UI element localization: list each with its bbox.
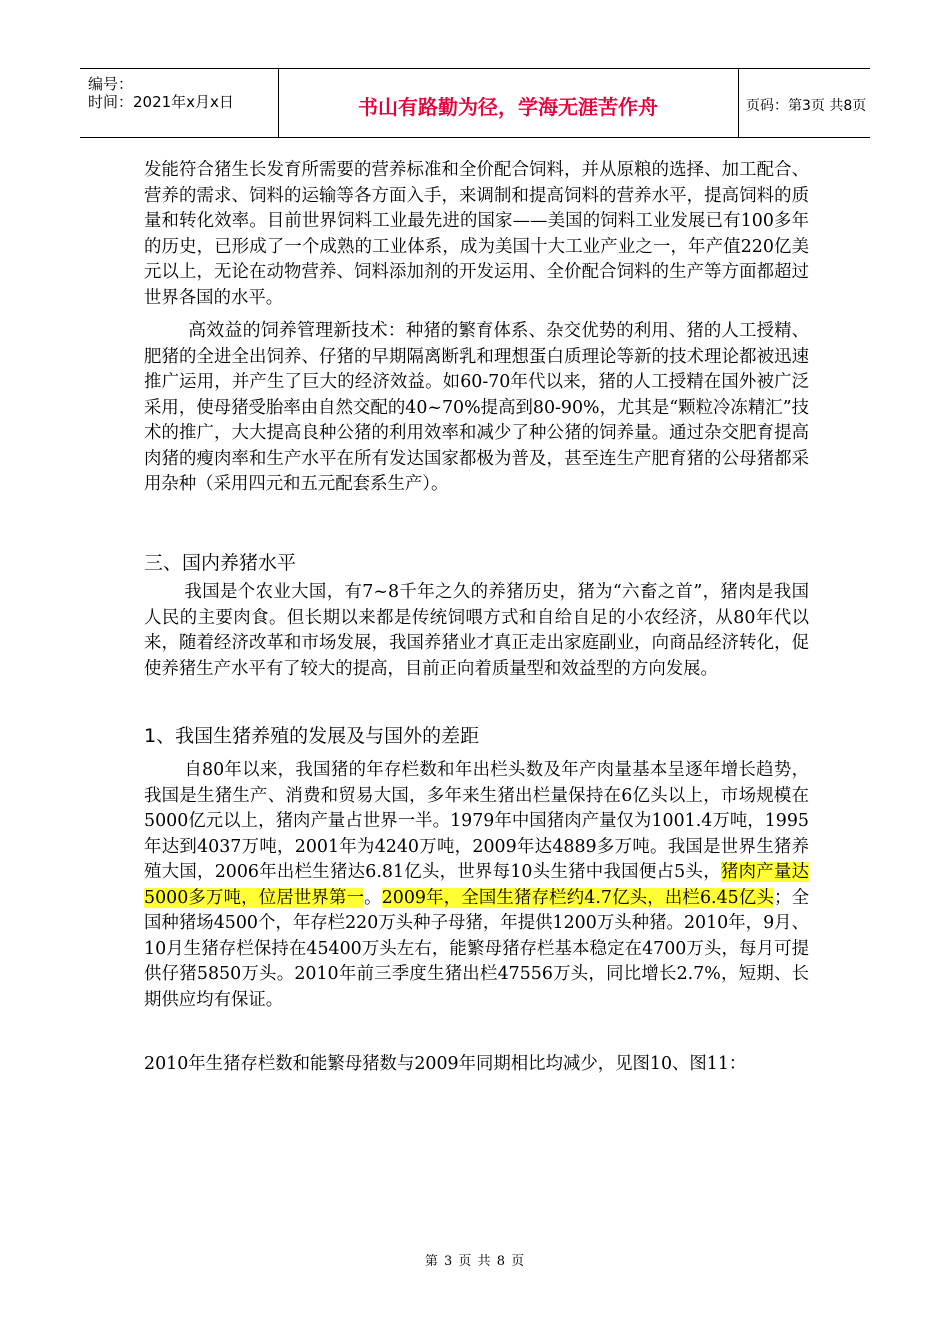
highlighted-text: 2009年，全国生猪存栏约4.7亿头，出栏6.45亿头 <box>381 887 775 908</box>
paragraph-text: 自80年以来，我国猪的年存栏数和年出栏头数及年产肉量基本呈逐年增长趋势，我国是生猪生产、消费和贸易大国，多年来生猪出栏量保持在6亿头以上，市场规模在5000亿元以上，猪肉产量占世界一半。1979年中国猪肉产量仅为1001.4万吨，1995年达到4037万吨，2001年为4240万吨，2009年达4889多万吨。我国是世界生猪养殖大国，2006年出栏生猪达6.81亿头，世界每10头生猪中我国便占5头， <box>144 760 809 882</box>
subsection-heading: 1、我国生猪养殖的发展及与国外的差距 <box>144 725 480 747</box>
paragraph-text: 我国是个农业大国，有7~8千年之久的养猪历史，猪为“六畜之首”，猪肉是我国人民的主要肉食。但长期以来都是传统饲喂方式和自给自足的小农经济，从80年代以来，随着经济改革和市场发展，我国养猪业才真正走出家庭副业，向商品经济转化，促使养猪生产水平有了较大的提高，目前正向着质量型和效益型的方向发展。 <box>144 582 809 679</box>
number-label: 编号： <box>88 75 134 93</box>
paragraph-text: 种猪的繁育体系、杂交优势的利用、猪的人工授精、肥猪的全进全出饲养、仔猪的早期隔离断乳和理想蛋白质理论等新的技术理论都被迅速推广运用，并产生了巨大的经济效益。如60-70年代以来，猪的人工授精在国外被广泛采用，使母猪受胎率由自然交配的40~70%提高到80-90%，尤其是“颗粒冷冻精汇”技术的推广，大大提高良种公猪的利用效率和减少了种公猪的饲养量。通过杂交肥育提高肉猪的瘦肉率和生产水平在所有发达国家都极为普及，甚至连生产肥育猪的公母猪都采用杂种（采用四元和五元配套系生产）。 <box>144 321 809 494</box>
paragraph-figure-ref <box>144 1052 809 1078</box>
paragraph-text: 2010年生猪存栏数和能繁母猪数与2009年同期相比均减少，见图10、图11： <box>144 1054 747 1074</box>
section-heading: 三、国内养猪水平 <box>144 552 297 574</box>
date-label: 时间：2021年x月x日 <box>88 93 234 111</box>
paragraph-management-tech <box>144 318 809 498</box>
header-page-cell <box>738 69 870 137</box>
paragraph-domestic <box>144 580 809 682</box>
highlighted-text: 猪肉产量达5000多万吨，位居世界第一 <box>144 862 809 908</box>
paragraph-text: 发能符合猪生长发育所需要的营养标准和全价配合饲料，并从原粮的选择、加工配合、营养的需求、饲料的运输等各方面入手，来调制和提高饲料的营养水平，提高饲料的质量和转化效率。目前世界饲料工业最先进的国家——美国的饲料工业发展已有100多年的历史，已形成了一个成熟的工业体系，成为美国十大工业产业之一，年产值220亿美元以上，无论在动物营养、饲料添加剂的开发运用、全价配合饲料的生产等方面都超过世界各国的水平。 <box>144 160 809 308</box>
header-motto: 书山有路勤为径，学海无涯苦作舟 <box>358 95 658 119</box>
header-page-info: 页码：第3页 共8页 <box>746 98 867 114</box>
paragraph-text: 。 <box>364 887 382 908</box>
page-header <box>80 68 870 138</box>
page-footer: 第 3 页 共 8 页 <box>424 1254 526 1269</box>
paragraph-feed-industry <box>144 158 809 311</box>
header-info-cell <box>80 69 279 137</box>
paragraph-lead: 高效益的饲养管理新技术： <box>188 320 406 341</box>
header-motto-cell <box>278 69 739 137</box>
paragraph-text: ；全国种猪场4500个，年存栏220万头种子母猪，年提供1200万头种猪。2010年，9月、10月生猪存栏保持在45400万头左右，能繁母猪存栏基本稳定在4700万头，每月可提供仔猪5850万头。2010年前三季度生猪出栏47556万头，同比增长2.7%，短期、长期供应均有保证。 <box>144 887 809 1010</box>
paragraph-development <box>144 758 809 1013</box>
